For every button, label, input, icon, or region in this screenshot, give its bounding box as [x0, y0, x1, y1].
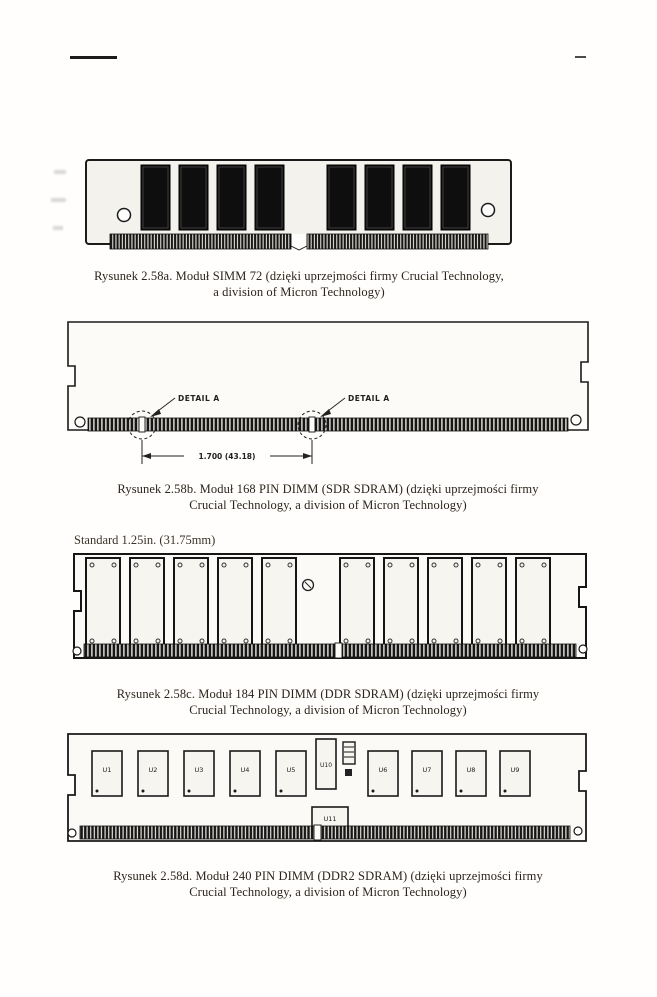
figure-d-caption: [62, 868, 594, 900]
header-rule-right: [575, 56, 586, 58]
key-notch: [139, 417, 145, 432]
center-screw-icon: [303, 580, 314, 591]
mounting-hole-left: [118, 209, 131, 222]
dimm168-drawing: [62, 318, 594, 470]
mounting-hole-right: [571, 415, 581, 425]
mounting-hole-left: [68, 829, 76, 837]
mounting-hole-right: [482, 204, 495, 217]
component-label: U10: [319, 762, 333, 769]
caption-line: a division of Micron Technology): [213, 285, 385, 299]
chip-label: U5: [286, 766, 296, 774]
caption-line: Crucial Technology, a division of Micron Technology): [189, 885, 467, 899]
detail-a-label: DETAIL A: [348, 394, 390, 403]
figure-c-caption: [62, 686, 594, 718]
key-notch: [314, 825, 321, 840]
mounting-hole-left: [73, 647, 81, 655]
scan-artifact: [53, 226, 63, 230]
chip-label: U9: [510, 766, 520, 774]
caption-line: Rysunek 2.58d. Moduł 240 PIN DIMM (DDR2 SDRAM) (dzięki uprzejmości firmy: [113, 869, 543, 883]
standard-height-label: Standard 1.25in. (31.75mm): [74, 533, 216, 547]
dimm240-drawing: [62, 731, 592, 859]
chip-label: U4: [240, 766, 250, 774]
chip-label: U2: [148, 766, 158, 774]
dimension: [142, 440, 312, 464]
figure-b-caption: [62, 481, 594, 513]
dimension-label: 1.700 (43.18): [198, 452, 256, 461]
key-notch: [335, 643, 342, 658]
detail-a-label: DETAIL A: [178, 394, 220, 403]
dimm184-drawing: [68, 551, 592, 677]
caption-line: Crucial Technology, a division of Micron Technology): [189, 498, 467, 512]
mounting-hole-left: [75, 417, 85, 427]
pin-row: [68, 825, 582, 840]
chip-label: U7: [422, 766, 432, 774]
caption-line: Rysunek 2.58b. Moduł 168 PIN DIMM (SDR SDRAM) (dzięki uprzejmości firmy: [117, 482, 539, 496]
scan-artifact: [51, 198, 66, 202]
scan-artifact: [54, 170, 66, 174]
pin-row: [110, 234, 488, 250]
caption-line: Crucial Technology, a division of Micron Technology): [189, 703, 467, 717]
key-notch: [309, 417, 315, 432]
chip-label: U8: [466, 766, 476, 774]
mounting-hole-right: [574, 827, 582, 835]
mounting-hole-right: [579, 645, 587, 653]
header-rule-left: [70, 56, 117, 59]
caption-line: Rysunek 2.58c. Moduł 184 PIN DIMM (DDR SDRAM) (dzięki uprzejmości firmy: [116, 687, 540, 701]
chip-label: U1: [102, 766, 112, 774]
chip-label: U6: [378, 766, 388, 774]
pin-row: [88, 417, 568, 432]
simm72-drawing: [84, 158, 514, 262]
pin-row: [73, 643, 587, 658]
figure-a-caption: [84, 268, 514, 300]
caption-line: Rysunek 2.58a. Moduł SIMM 72 (dzięki uprzejmości firmy Crucial Technology,: [94, 269, 504, 283]
component-label: U11: [323, 815, 337, 823]
chip-label: U3: [194, 766, 204, 774]
